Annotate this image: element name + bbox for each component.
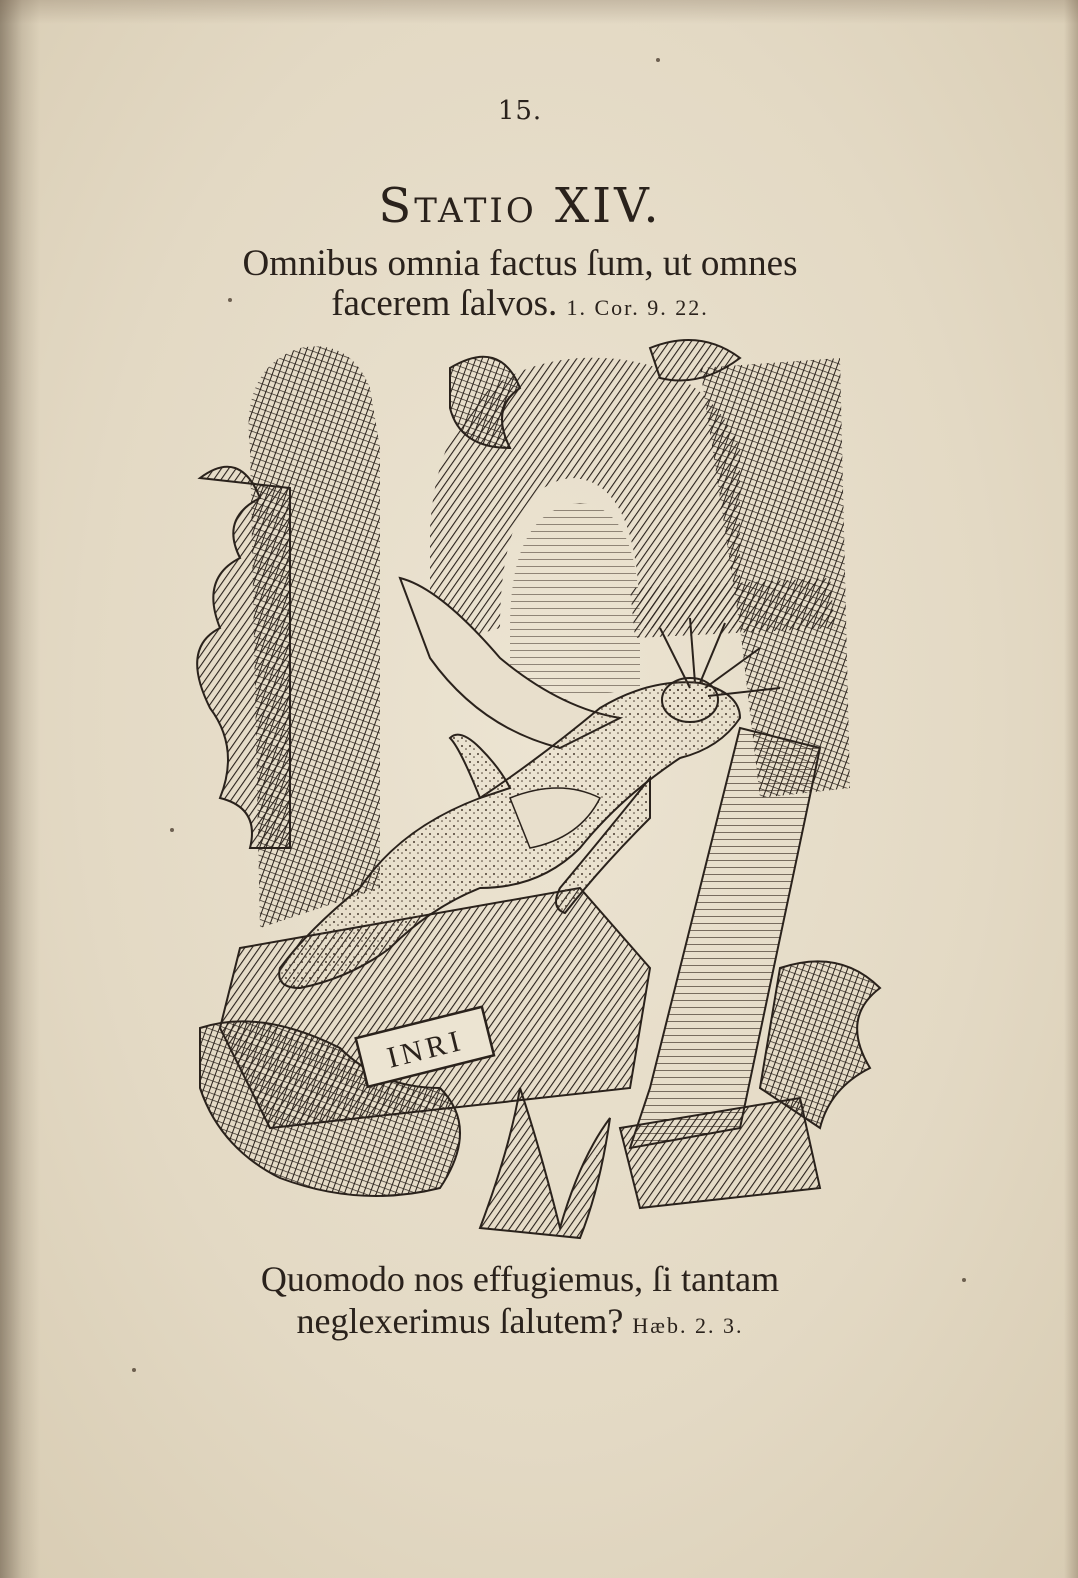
foreground-plant — [480, 1088, 610, 1238]
paper-speck — [962, 1278, 966, 1282]
spine-shadow — [0, 0, 40, 1578]
page-number: 15. — [497, 96, 543, 126]
bottom-verse-line-2-wrap — [120, 1300, 920, 1347]
top-verse — [110, 244, 930, 328]
arch-opening — [510, 503, 640, 708]
top-verse-line-2-wrap — [110, 284, 930, 328]
bottom-verse — [120, 1258, 920, 1347]
paper-speck — [656, 58, 660, 62]
christ-head — [662, 678, 718, 722]
page-edge-right — [1064, 0, 1078, 1578]
top-verse-line-1: Omnibus omnia factus ſum, ut omnes — [242, 243, 798, 284]
paper-speck — [170, 828, 174, 832]
top-verse-line-2: facerem ſalvos. — [331, 283, 558, 324]
top-verse-reference: 1. Cor. 9. 22. — [566, 295, 709, 320]
bottom-verse-line-1: Quomodo nos effugiemus, ſi tantam — [260, 1259, 780, 1299]
foliage-left — [197, 467, 290, 848]
entombment-engraving — [180, 328, 900, 1248]
bottom-verse-line-2: neglexerimus ſalutem? — [296, 1301, 624, 1341]
bottom-verse-reference: Hæb. 2. 3. — [632, 1313, 744, 1338]
station-heading: Statio XIV. — [378, 178, 662, 234]
page-edge-top — [0, 0, 1078, 24]
inri-inscription: INRI — [383, 1023, 468, 1075]
christ-arm — [450, 735, 510, 798]
paper-speck — [132, 1368, 136, 1372]
paper-speck — [228, 298, 232, 302]
